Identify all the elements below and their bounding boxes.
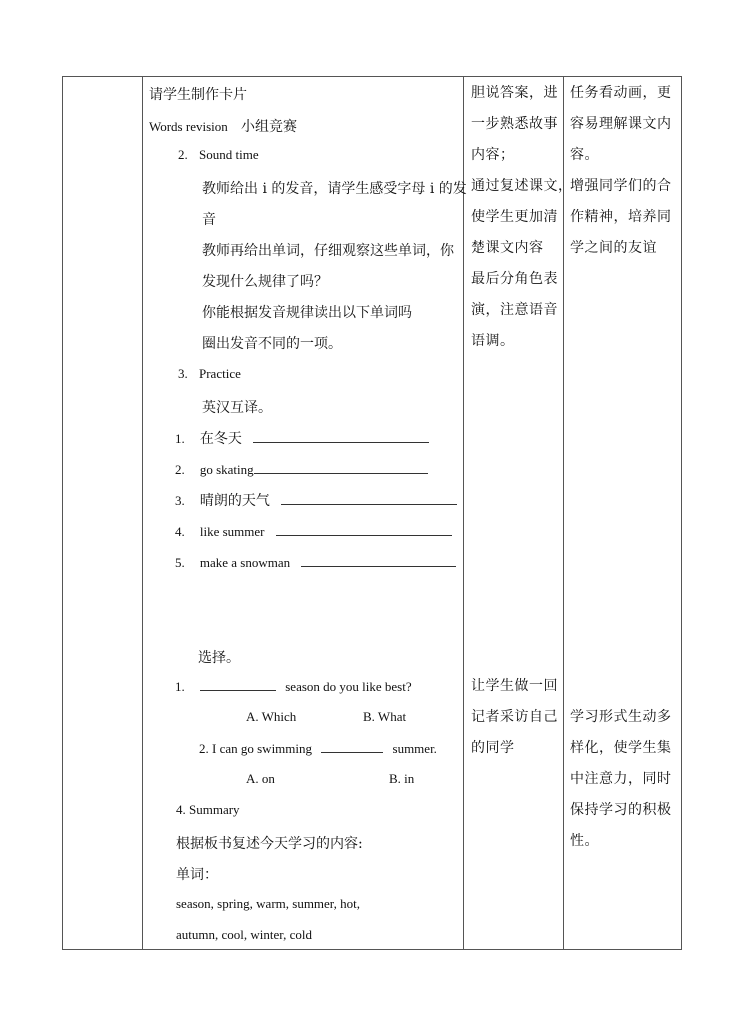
practice-item-1-number: 1. — [175, 431, 185, 446]
practice-item-2-text: go skating — [199, 462, 254, 477]
student-text-line: 语调。 — [471, 333, 515, 349]
practice-title: Practice — [199, 366, 241, 381]
purpose-text-line: 学习形式生动多 — [570, 709, 672, 725]
student-text-line: 记者采访自己 — [471, 709, 558, 725]
sound-time-line-6: 圈出发音不同的一项。 — [202, 336, 342, 352]
student-text-line: 使学生更加清 — [471, 209, 558, 225]
practice-item-1 — [175, 428, 429, 448]
choice-1-option-a[interactable]: A. Which — [246, 709, 297, 724]
design-purpose-bottom — [570, 702, 672, 857]
sound-time-line-3: 教师再给出单词，仔细观察这些单词，你 — [202, 243, 454, 259]
answer-blank[interactable] — [301, 554, 456, 567]
sound-time-title: Sound time — [199, 147, 259, 162]
design-purpose-column — [563, 76, 681, 950]
sound-time-heading — [178, 147, 259, 163]
student-text-line: 最后分角色表 — [471, 271, 558, 287]
purpose-text-line: 性。 — [570, 833, 599, 849]
summary-words-line-1: season, spring, warm, summer, hot, — [176, 896, 360, 911]
student-text-line: 内容； — [471, 147, 515, 163]
purpose-text-line: 样化，使学生集 — [570, 740, 672, 756]
purpose-text-line: 增强同学们的合 — [570, 178, 672, 194]
answer-blank[interactable] — [200, 678, 276, 691]
purpose-text-line: 任务看动画，更 — [570, 85, 672, 101]
practice-item-3-text: 晴朗的天气 — [199, 493, 270, 509]
process-column — [142, 76, 467, 950]
student-text-line: 楚课文内容 — [471, 240, 544, 256]
choice-question-1-text: season do you like best? — [285, 679, 412, 694]
table-right-border — [681, 76, 682, 950]
answer-blank[interactable] — [276, 523, 452, 536]
practice-number: 3. — [178, 366, 188, 381]
answer-blank[interactable] — [321, 740, 383, 753]
practice-item-1-text: 在冬天 — [199, 431, 242, 447]
student-text-line: 让学生做一回 — [471, 678, 558, 694]
practice-item-4 — [175, 521, 452, 540]
group-contest-label: 小组竞赛 — [241, 120, 297, 135]
student-activity-bottom — [471, 671, 558, 764]
sound-time-line-1: 教师给出 i 的发音，请学生感受字母 i 的发 — [202, 181, 467, 197]
student-text-line: 通过复述课文， — [471, 178, 573, 194]
practice-item-4-text: like summer — [199, 524, 265, 539]
summary-words-line-2: autumn, cool, winter, cold — [176, 927, 312, 942]
summary-heading: 4. Summary — [176, 802, 240, 817]
purpose-text-line: 容。 — [570, 147, 599, 163]
practice-item-5 — [175, 552, 456, 571]
student-activity-top — [471, 78, 573, 357]
sound-time-line-5: 你能根据发音规律读出以下单词吗 — [202, 305, 412, 321]
student-text-line: 的同学 — [471, 740, 515, 756]
words-revision-text — [149, 116, 297, 136]
practice-item-4-number: 4. — [175, 524, 185, 539]
practice-heading — [178, 366, 241, 382]
answer-blank[interactable] — [254, 461, 428, 474]
practice-item-3-number: 3. — [175, 493, 185, 508]
choice-question-2-text: 2. I can go swimming — [199, 741, 313, 756]
student-activity-column — [463, 76, 573, 950]
make-cards-text: 请学生制作卡片 — [149, 87, 247, 103]
summary-description: 根据板书复述今天学习的内容: — [176, 836, 363, 852]
practice-item-5-text: make a snowman — [199, 555, 291, 570]
choice-2-option-a[interactable]: A. on — [246, 771, 275, 786]
purpose-text-line: 作精神，培养同 — [570, 209, 672, 225]
choice-question-2-suffix: summer. — [392, 741, 437, 756]
purpose-text-line: 保持学习的积极 — [570, 802, 672, 818]
answer-blank[interactable] — [253, 430, 429, 443]
sound-time-number: 2. — [178, 147, 188, 162]
practice-item-2-number: 2. — [175, 462, 185, 477]
practice-item-5-number: 5. — [175, 555, 185, 570]
sound-time-line-2: 音 — [202, 212, 216, 228]
answer-blank[interactable] — [281, 492, 457, 505]
choose-heading: 选择。 — [198, 650, 240, 666]
student-text-line: 演，注意语音 — [471, 302, 558, 318]
sound-time-line-4: 发现什么规律了吗？ — [202, 274, 328, 290]
purpose-text-line: 学之间的友谊 — [570, 240, 657, 256]
design-purpose-top — [570, 78, 672, 264]
choice-1-option-b[interactable]: B. What — [363, 709, 407, 724]
lesson-table — [62, 76, 682, 950]
practice-item-3 — [175, 490, 457, 510]
student-text-line: 一步熟悉故事 — [471, 116, 558, 132]
purpose-text-line: 中注意力，同时 — [570, 771, 672, 787]
choice-question-2 — [199, 740, 437, 757]
translate-instruction: 英汉互译。 — [202, 400, 272, 416]
choice-question-1-number: 1. — [175, 679, 185, 694]
practice-item-2 — [175, 459, 428, 478]
choice-question-1 — [175, 678, 412, 695]
words-label: 单词： — [176, 867, 218, 883]
words-revision-label: Words revision — [149, 119, 228, 134]
purpose-text-line: 容易理解课文内 — [570, 116, 672, 132]
table-left-border — [62, 76, 63, 950]
student-text-line: 胆说答案，进 — [471, 85, 558, 101]
choice-2-option-b[interactable]: B. in — [389, 771, 415, 786]
